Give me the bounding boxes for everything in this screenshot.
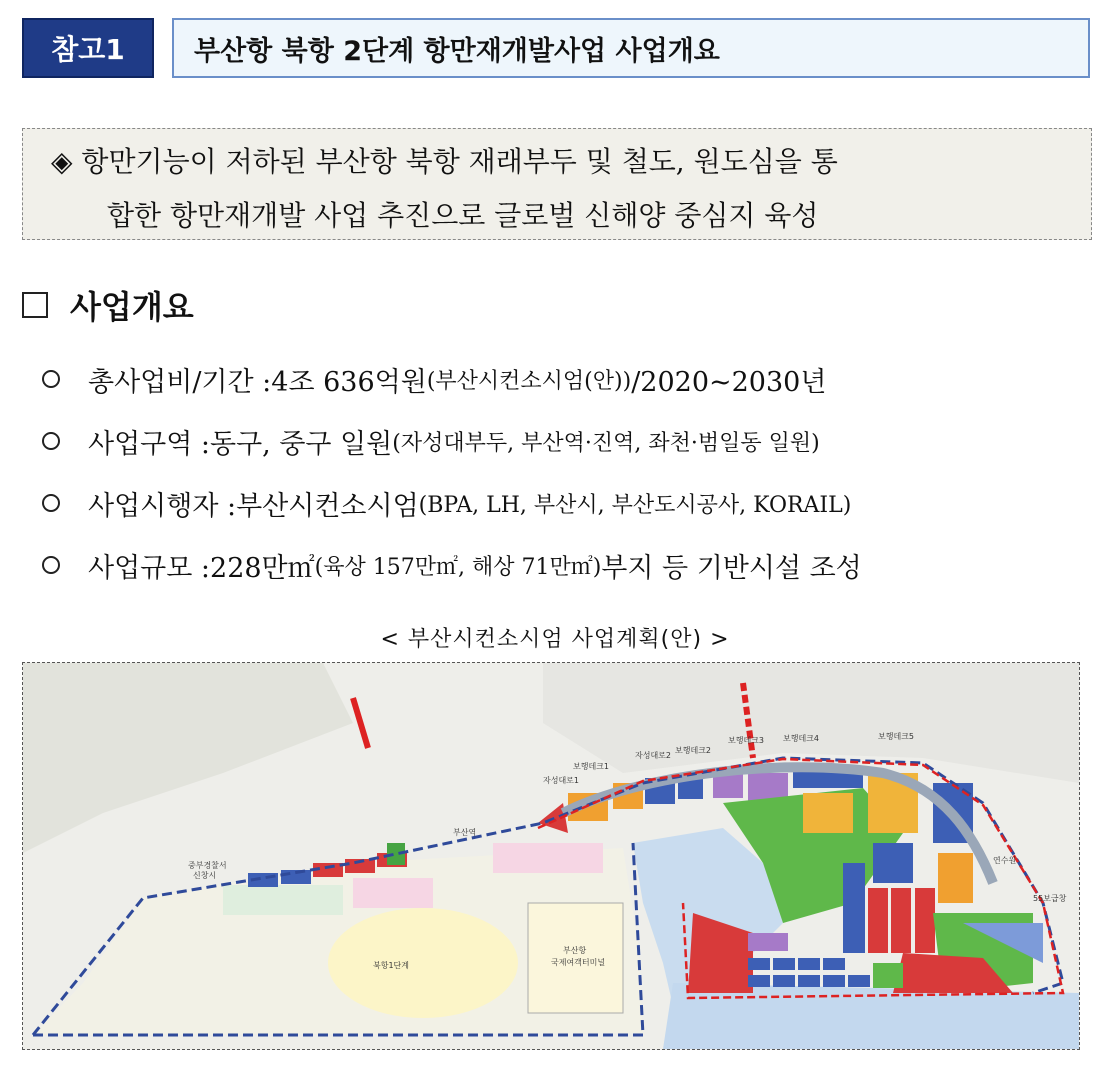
list-item-operator	[42, 472, 1102, 534]
label-pier55: 55보급창	[1033, 894, 1067, 903]
circle-bullet-icon	[42, 556, 60, 574]
summary-line-2: 합한 항만재개발 사업 추진으로 글로벌 신해양 중심지 육성	[107, 199, 819, 232]
item-label: 사업규모 :	[88, 552, 211, 584]
phase1-park	[328, 908, 518, 1018]
site-plan-svg	[23, 663, 1079, 1049]
label-busan-station: 부산역	[453, 828, 477, 837]
square-bullet-icon	[22, 292, 48, 318]
item-tail: /2020~2030년	[631, 366, 827, 398]
label-phase1: 북항1단계	[373, 961, 410, 970]
item-detail: (육상 157만㎡, 해상 71만㎡)	[314, 554, 602, 580]
label-shore-b: 신창시	[193, 871, 217, 880]
section-heading	[22, 282, 194, 328]
item-label: 총사업비/기간 :	[88, 366, 272, 398]
page-title: 부산항 북항 2단계 항만재개발사업 사업개요	[172, 18, 1090, 78]
list-item-budget	[42, 348, 1102, 410]
green-strip	[223, 885, 343, 915]
section-title: 사업개요	[70, 288, 194, 326]
item-detail: (BPA, LH, 부산시, 부산도시공사, KORAIL)	[418, 492, 852, 518]
label-shore-a: 중부경찰서	[188, 861, 227, 870]
item-label: 사업시행자 :	[88, 490, 237, 522]
site-plan-map	[22, 662, 1080, 1050]
header	[22, 18, 1092, 78]
label-s7: 보행데크5	[878, 732, 915, 741]
list-item-area	[42, 410, 1102, 472]
circle-bullet-icon	[42, 432, 60, 450]
list-item-scale	[42, 534, 1102, 596]
pink-block	[493, 843, 603, 873]
item-main: 부산시컨소시엄	[236, 490, 419, 522]
circle-bullet-icon	[42, 370, 60, 388]
item-tail: 부지 등 기반시설 조성	[601, 552, 862, 584]
reference-tag: 참고1	[22, 18, 154, 78]
item-detail: (자성대부두, 부산역·진역, 좌천·범일동 일원)	[392, 430, 820, 456]
item-detail: (부산시컨소시엄(안))	[426, 368, 632, 394]
item-main: 4조 636억원	[271, 366, 427, 398]
label-s3: 자성대로2	[635, 751, 672, 760]
label-s6: 보행데크4	[783, 734, 820, 743]
label-yeonsu: 연수원	[993, 856, 1017, 865]
pink-block	[353, 878, 433, 908]
map-caption: < 부산시컨소시엄 사업계획(안) >	[380, 627, 730, 652]
summary-box	[22, 128, 1092, 240]
label-s2: 보행데크1	[573, 762, 610, 771]
label-terminal-b: 국제여객터미널	[551, 958, 606, 967]
label-s4: 보행데크2	[675, 746, 712, 755]
circle-bullet-icon	[42, 494, 60, 512]
label-terminal-a: 부산항	[563, 946, 587, 955]
item-main: 228만㎡	[210, 552, 315, 584]
item-label: 사업구역 :	[88, 428, 211, 460]
summary-line-1: ◈ 항만기능이 저하된 부산항 북항 재래부두 및 철도, 원도심을 통	[51, 145, 838, 178]
label-s1: 자성대로1	[543, 776, 580, 785]
overview-list	[42, 348, 1102, 596]
label-s5: 보행데크3	[728, 736, 765, 745]
item-main: 동구, 중구 일원	[210, 428, 393, 460]
